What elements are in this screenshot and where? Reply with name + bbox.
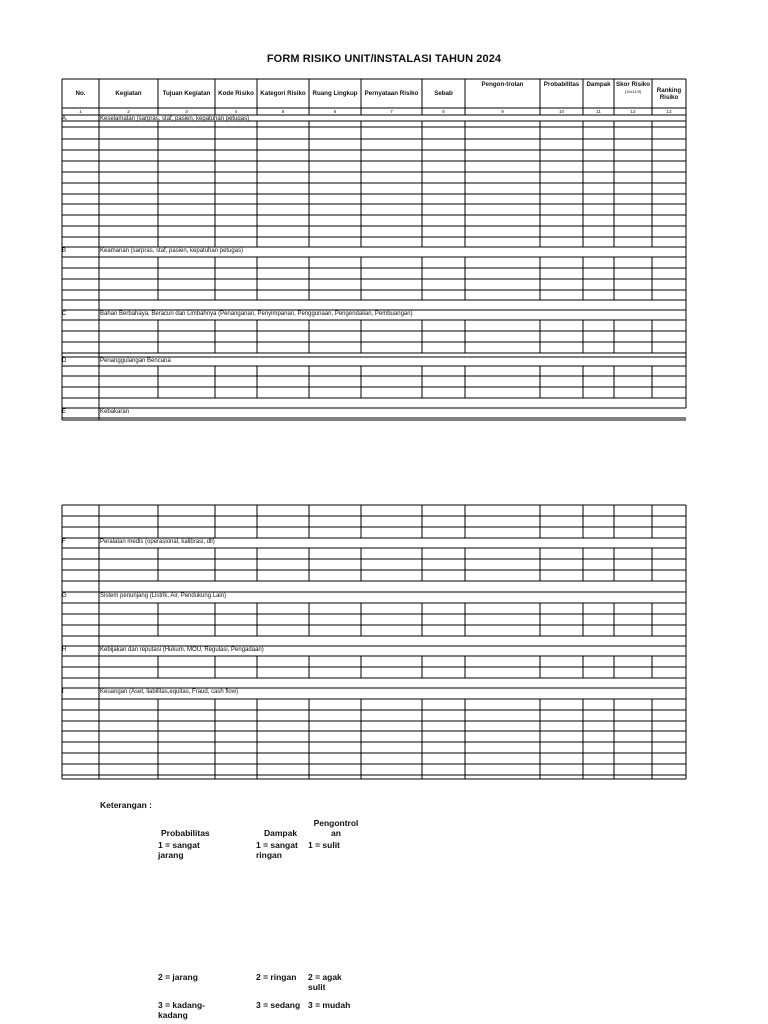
column-header: [362, 80, 421, 107]
column-header-label: Pengon-trolan: [481, 81, 524, 88]
column-header-label: Dampak: [586, 81, 611, 88]
probabilitas-item: 1 = sangat jarang: [158, 840, 200, 860]
column-header-label: Probabilitas: [543, 81, 580, 88]
column-header-label: Ranking Risiko: [656, 86, 682, 101]
section-title: Keuangan (Aset, liabilitas,equitas, Fraud, cash flow): [100, 689, 239, 695]
section-code: A.: [62, 116, 68, 122]
column-header-label: Sebab: [434, 90, 453, 97]
probabilitas-heading: Probabilitas: [161, 828, 210, 838]
section-title: Keselamatan (sarpras, staf, pasien, kepatuhan petugas): [100, 116, 250, 122]
section-title: Bahan Berbahaya, Beracun dan Limbahnya (Penanganan, Penyimpanan, Penggunaan, Pengendalian, Pembuangan): [100, 311, 413, 317]
section-code: G: [62, 593, 67, 599]
dampak-item: 3 = sedang: [256, 1000, 301, 1010]
section-code: E: [62, 409, 67, 415]
column-number: 2: [127, 109, 130, 114]
column-header: [653, 80, 685, 107]
column-number: 9: [501, 109, 504, 114]
column-header: [100, 80, 157, 107]
section-code: D: [62, 358, 67, 364]
dampak-item: 1 = sangat ringan: [256, 840, 298, 860]
column-header: [310, 80, 360, 107]
column-header-subtitle: (10x11/9): [624, 89, 642, 94]
column-header: [63, 80, 98, 107]
column-number: 11: [596, 109, 601, 114]
section-title: Penanggulangan Bencana: [100, 358, 171, 364]
section-title: Kebakaran: [100, 409, 130, 415]
column-header-label: Kode Risiko: [218, 90, 254, 97]
section-code: C: [62, 311, 67, 317]
column-header-label: Kategori Risiko: [260, 90, 306, 97]
column-header: [423, 80, 464, 107]
column-number: 12: [630, 109, 636, 114]
dampak-heading: Dampak: [264, 828, 298, 838]
probabilitas-item: 3 = kadang-kadang: [158, 1000, 206, 1020]
dampak-item: 2 = ringan: [256, 972, 297, 982]
pengontrolan-item: 2 = agak sulit: [308, 972, 342, 992]
pengontrolan-item: 1 = sulit: [308, 840, 340, 850]
column-header: [258, 80, 308, 107]
column-header: [216, 80, 256, 107]
column-number: 8: [442, 109, 445, 114]
column-header-label: Kegiatan: [115, 90, 142, 97]
column-number: 6: [333, 109, 337, 114]
section-code: B: [62, 248, 67, 254]
keterangan-label: Keterangan :: [100, 800, 152, 810]
column-number: 4: [234, 109, 238, 114]
column-header: [159, 80, 214, 107]
section-title: Sistem penunjang (Listrik, Air, Pendukung Lain): [100, 593, 227, 599]
section-code: F: [62, 539, 66, 545]
column-header-label: No.: [75, 90, 86, 97]
section-code: I: [62, 689, 64, 695]
column-header-label: Tujuan Kegiatan: [162, 90, 211, 97]
column-number: 5: [281, 109, 285, 114]
column-number: 13: [666, 109, 672, 114]
probabilitas-item: 2 = jarang: [158, 972, 198, 982]
form-title: FORM RISIKO UNIT/INSTALASI TAHUN 2024: [266, 53, 502, 65]
section-title: Peralatan medis (operasional, kalibrasi, dll): [100, 539, 215, 545]
pengontrolan-item: 3 = mudah: [308, 1000, 351, 1010]
column-header: [466, 80, 539, 108]
section-title: Keamanan (sarpras, staf, pasien, kepatuhan petugas): [100, 248, 244, 254]
column-number: 3: [185, 109, 188, 114]
column-header: [615, 80, 651, 108]
column-header: [541, 80, 582, 108]
column-header-label: Ruang Lingkup: [312, 90, 358, 97]
pengontrolan-heading: Pengontrol an: [313, 818, 359, 838]
column-header: [584, 80, 613, 108]
column-number: 7: [390, 109, 393, 114]
column-header-label: Skor Risiko: [615, 81, 651, 88]
column-number: 1: [79, 109, 82, 114]
section-title: Kebijakan dan reputasi (Hukum, MOU, Regulasi, Pengadaan): [100, 647, 264, 653]
column-header-label: Pernyataan Risiko: [364, 90, 419, 97]
section-code: H: [62, 647, 67, 653]
column-number: 10: [558, 109, 564, 114]
